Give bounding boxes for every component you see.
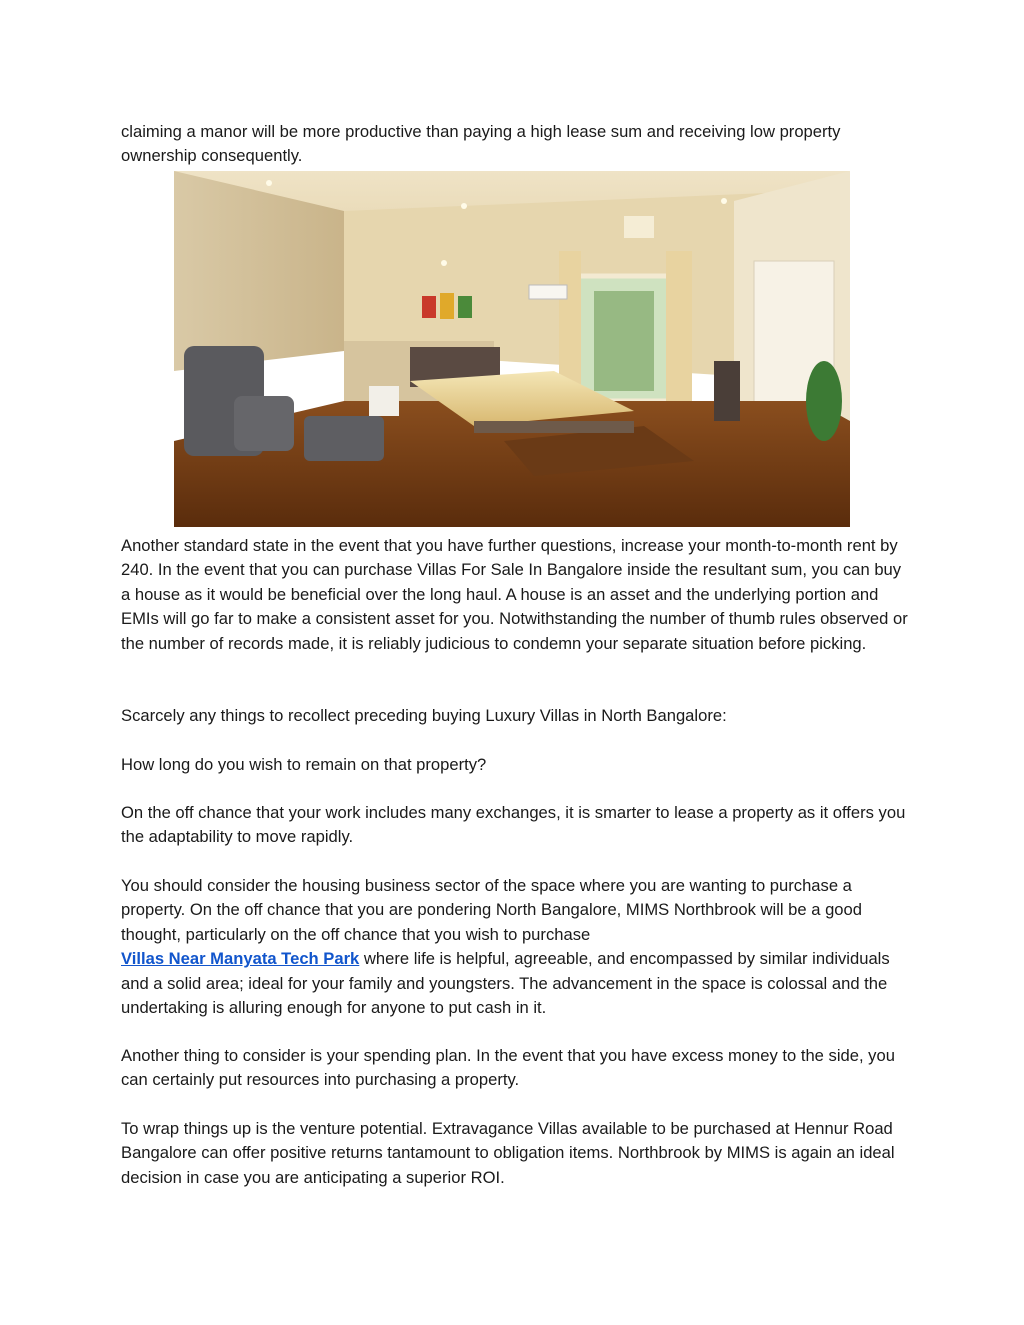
- housing-market-paragraph: [121, 874, 911, 1020]
- question-paragraph: How long do you wish to remain on that property?: [121, 755, 487, 774]
- things-to-recollect-paragraph: Scarcely any things to recollect preceding buying Luxury Villas in North Bangalore:: [121, 706, 727, 725]
- venture-potential-paragraph: To wrap things up is the venture potential. Extravagance Villas available to be purchased at Hennur Road Bangalore can offer positive returns tantamount to obligation items. Northbrook by MIMS is again an ideal decision in case you are anticipating a superior ROI.: [121, 1119, 895, 1187]
- spending-plan-paragraph: Another thing to consider is your spending plan. In the event that you have excess money to the side, you can certainly put resources into purchasing a property.: [121, 1046, 895, 1090]
- intro-paragraph: claiming a manor will be more productive than paying a high lease sum and receiving low property ownership consequently.: [121, 122, 841, 166]
- lease-paragraph: On the off chance that your work includes many exchanges, it is smarter to lease a property as it offers you the adaptability to move rapidly.: [121, 803, 906, 847]
- rent-paragraph: Another standard state in the event that you have further questions, increase your month-to-month rent by 240. In the event that you can purchase Villas For Sale In Bangalore inside the resultant sum, you can buy a house as it would be beneficial over the long haul. A house is an asset and the underlying portion and EMIs will go far to make a consistent asset for you. Notwithstanding the number of thumb rules observed or the number of records made, it is reliably judicious to condemn your separate situation before picking.: [121, 536, 908, 653]
- villas-near-manyata-link[interactable]: Villas Near Manyata Tech Park: [121, 949, 360, 969]
- housing-market-text-before: You should consider the housing business sector of the space where you are wanting to purchase a property. On the off chance that you are pondering North Bangalore, MIMS Northbrook will be a good thought, particularly on the off chance that you wish to purchase: [121, 876, 862, 944]
- housing-market-text-after: where life is helpful, agreeable, and encompassed by similar individuals and a solid area; ideal for your family and youngsters. The advancement in the space is colossal and the undertaking is alluring enough for anyone to put cash in it.: [121, 949, 890, 1018]
- bedroom-photo: [174, 171, 850, 527]
